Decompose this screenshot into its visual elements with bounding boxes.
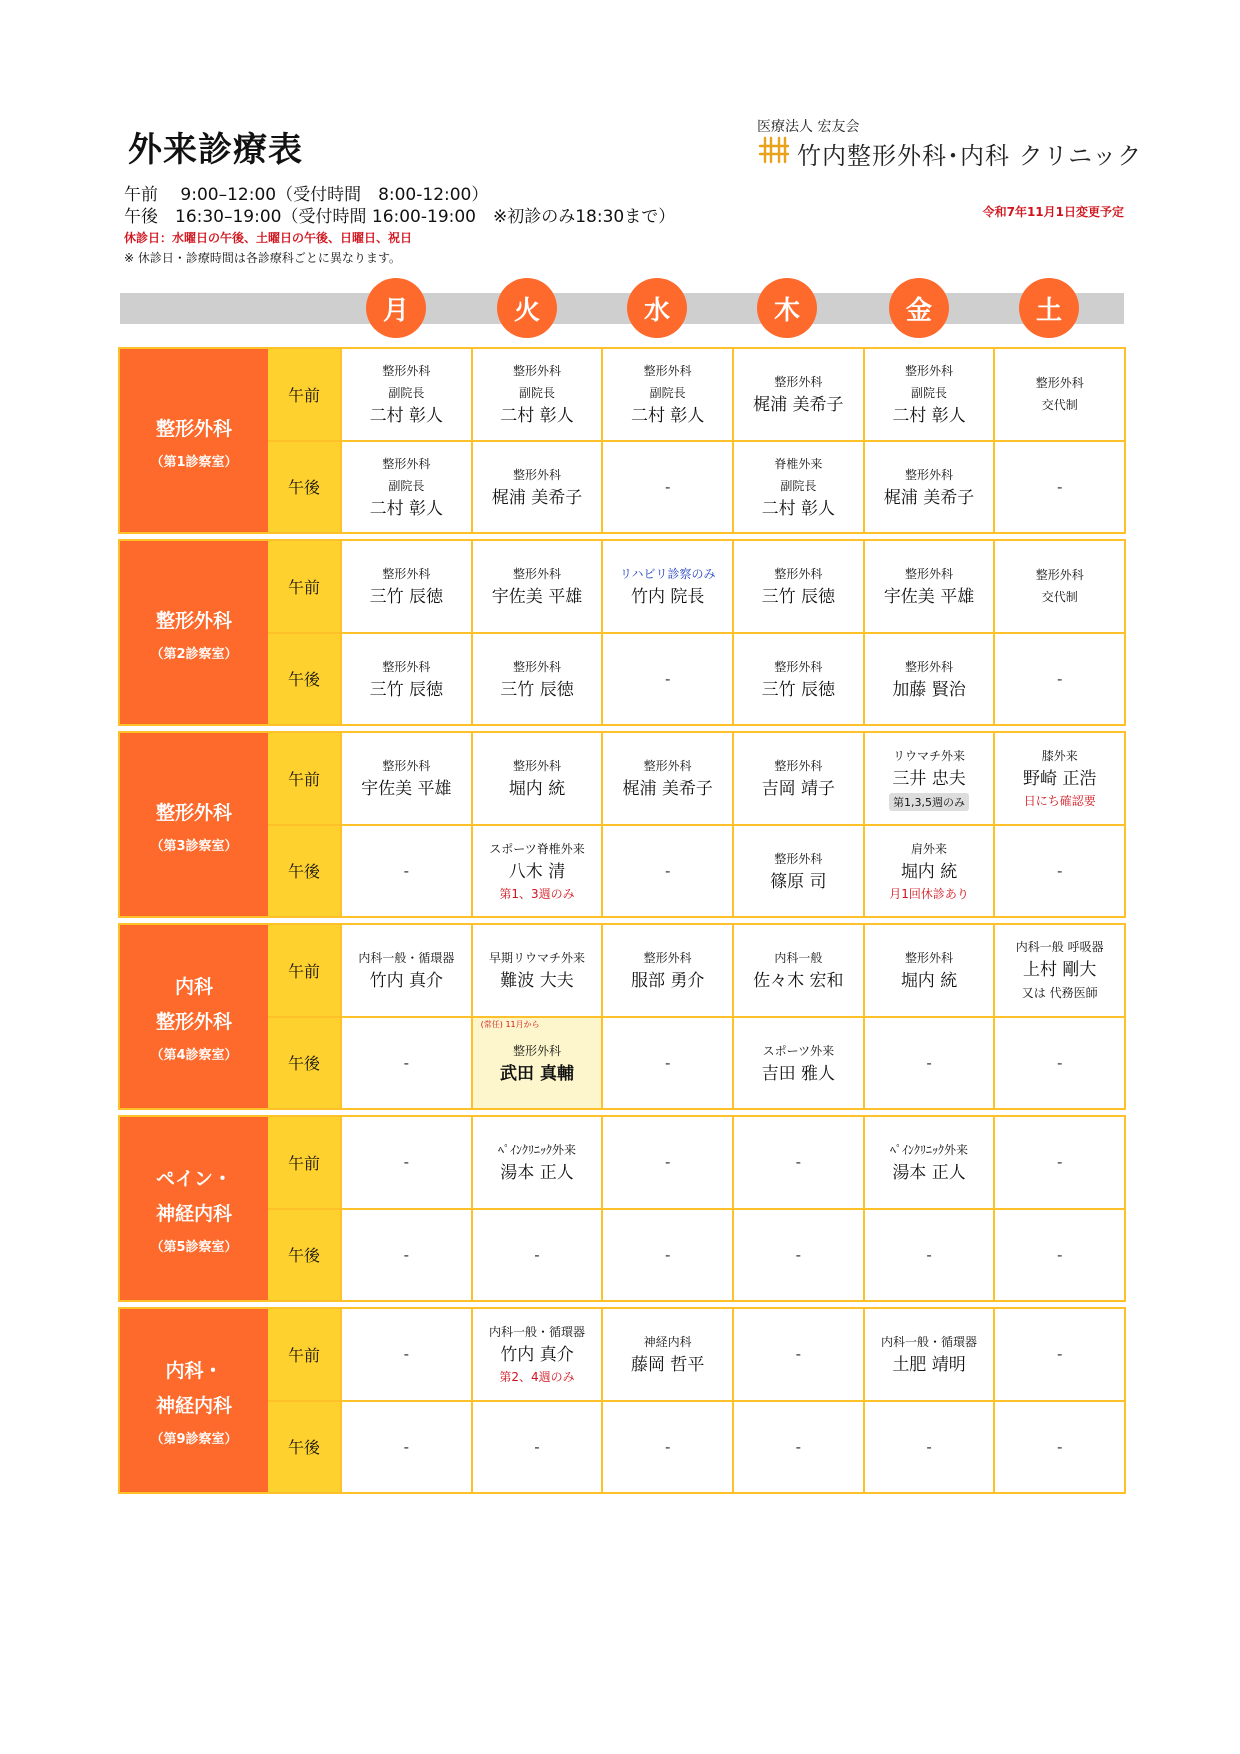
schedule-cell [601,733,732,824]
schedule-cell [601,541,732,632]
morning-row [268,349,1124,440]
empty-slot: - [403,1437,410,1456]
empty-slot: - [1056,669,1063,688]
day-tue: 火 [497,278,557,338]
period-label: 午後 [268,1210,340,1301]
cell-label: 整形外科 [1035,568,1084,583]
schedule-cell [732,541,863,632]
cell-label: 神経内科 [643,1335,692,1350]
doctor-name: 三井 忠夫 [892,769,966,790]
cell-label: 整形外科 [382,759,431,774]
schedule-cell [601,634,732,725]
schedule-cell [471,1402,602,1493]
cell-label: 副院長 [519,386,556,401]
cell-label: 交代制 [1041,590,1078,605]
cell-note: リハビリ診察のみ [619,567,716,582]
doctor-name: 宇佐美 平雄 [491,587,583,608]
schedule-cell [340,442,471,533]
period-label: 午前 [268,1309,340,1400]
cell-label: スポーツ外来 [762,1043,835,1058]
schedule-cell [993,442,1124,533]
cell-label: 副院長 [388,386,425,401]
cell-label: 整形外科 [905,567,954,582]
empty-slot: - [403,1053,410,1072]
cell-label: 又は 代務医師 [1021,986,1098,1001]
schedule-cell [340,733,471,824]
day-thu: 木 [757,278,817,338]
schedule-cell [863,925,994,1016]
cell-label: 整形外科 [905,951,954,966]
period-label: 午後 [268,442,340,533]
schedule-cell [993,733,1124,824]
schedule-cell [732,925,863,1016]
empty-slot: - [664,669,671,688]
department-block [118,347,1126,534]
schedule-cell [993,1117,1124,1208]
schedule-cell [601,442,732,533]
doctor-name: 竹内 院長 [630,587,705,608]
morning-hours: 午前 9:00–12:00（受付時間 8:00-12:00） [124,185,489,205]
morning-row [268,541,1124,632]
schedule-cell [732,1210,863,1301]
schedule-cell [732,634,863,725]
doctor-name: 二村 彰人 [630,406,705,427]
morning-row [268,1117,1124,1208]
department-name: 整形外科 [155,609,232,632]
morning-row [268,925,1124,1016]
schedule-cell [340,1309,471,1400]
schedule-cell [993,1402,1124,1493]
doctor-name: 竹内 真介 [500,1345,574,1366]
morning-row [268,733,1124,824]
schedule-cell [863,634,994,725]
department-block [118,923,1126,1110]
department-name: 整形外科 [155,417,232,440]
cell-label: 内科一般・循環器 [489,1325,586,1340]
schedule-cell [471,733,602,824]
department-name: 整形外科 [155,801,232,824]
doctor-name: 吉岡 靖子 [761,779,836,800]
doctor-name: 宇佐美 平雄 [883,587,975,608]
department-block [118,539,1126,726]
empty-slot: - [926,1437,932,1456]
corporation-name: 医療法人 宏友会 [757,119,860,135]
doctor-name: 野崎 正浩 [1022,769,1097,790]
schedule-cell [471,1018,602,1109]
department-block [118,1307,1126,1494]
cell-label: 内科一般・循環器 [358,951,455,966]
cell-label: 整形外科 [643,759,692,774]
schedule-cell [993,1018,1124,1109]
schedule-cell [993,925,1124,1016]
schedule-cell [471,1210,602,1301]
period-label: 午前 [268,733,340,824]
schedule-cell [601,1210,732,1301]
cell-note: 第1、3週のみ [499,886,575,901]
empty-slot: - [534,1437,540,1456]
schedule-cell [601,826,732,917]
doctor-name: 二村 彰人 [369,406,444,427]
doctor-name: 湯本 正人 [500,1163,574,1184]
empty-slot: - [795,1437,802,1456]
schedule-cell [601,925,732,1016]
schedule-cell [340,1117,471,1208]
empty-slot: - [534,1245,540,1264]
exam-room: （第9診察室） [150,1432,238,1447]
week-badge: 第1,3,5週のみ [889,793,969,811]
doctor-name: 八木 清 [508,861,566,882]
schedule-cell [601,1018,732,1109]
schedule-cell [601,1309,732,1400]
schedule-cell [732,1018,863,1109]
schedule-cell [863,733,994,824]
exam-room: （第2診察室） [150,646,238,662]
schedule-cell [471,925,602,1016]
cell-label: 整形外科 [513,364,562,379]
schedule-cell [993,1309,1124,1400]
doctor-name: 二村 彰人 [761,498,836,519]
doctor-name: 堀内 統 [900,861,958,882]
period-label: 午前 [268,1117,340,1208]
cell-note: 日にち確認要 [1023,794,1096,809]
schedule-cell [471,442,602,533]
cell-label: 副院長 [911,386,948,401]
cell-label: 整形外科 [774,759,823,774]
cell-label: 整形外科 [774,375,823,390]
department-label [120,925,268,1108]
afternoon-row [268,440,1124,533]
schedule-cell [340,1210,471,1301]
cell-label: 内科一般 [774,951,823,966]
afternoon-row [268,1208,1124,1301]
cell-label: 整形外科 [382,456,431,471]
department-label [120,1309,268,1492]
schedule-cell [471,541,602,632]
cell-label: 整形外科 [905,467,954,482]
empty-slot: - [664,1245,671,1264]
schedule-cell [863,1018,994,1109]
schedule-cell [863,1402,994,1493]
schedule-cell [601,1402,732,1493]
day-wed: 水 [627,278,687,338]
empty-slot: - [403,1245,410,1264]
schedule-cell [993,826,1124,917]
empty-slot: - [1056,1153,1063,1172]
period-label: 午前 [268,349,340,440]
cell-label: 整形外科 [513,1043,562,1058]
day-sat: 土 [1019,278,1079,338]
day-mon: 月 [366,278,426,338]
schedule-cell [993,349,1124,440]
cell-label: 整形外科 [774,851,823,866]
department-label [120,541,268,724]
empty-slot: - [795,1245,802,1264]
empty-slot: - [1056,1345,1063,1364]
doctor-name: 土肥 靖明 [892,1355,966,1376]
department-label [120,349,268,532]
doctor-name: 二村 彰人 [892,406,966,427]
doctor-name: 梶浦 美希子 [753,395,844,416]
cell-label: 副院長 [388,478,425,493]
cell-label: リウマチ外来 [893,749,966,764]
schedule-cell [863,1309,994,1400]
cell-label: 膝外来 [1041,749,1078,764]
cell-label: 整形外科 [513,567,562,582]
closed-days-notice: 休診日：水曜日の午後、土曜日の午後、日曜日、祝日 [124,231,413,245]
schedule-cell [601,1117,732,1208]
cell-label: 整形外科 [1035,376,1084,391]
doctor-name: 難波 大夫 [500,971,574,992]
schedule-cell [863,541,994,632]
doctor-name: 三竹 辰徳 [761,679,836,700]
cell-label: 整形外科 [513,759,562,774]
doctor-name: 服部 勇介 [630,971,705,992]
schedule-cell [471,1117,602,1208]
cell-label: 副院長 [649,386,686,401]
schedule-cell [601,349,732,440]
schedule-cell [340,541,471,632]
hours-note: ※ 休診日・診療時間は各診療科ごとに異なります。 [124,251,401,265]
schedule-cell [471,1309,602,1400]
doctor-name: 二村 彰人 [500,406,574,427]
schedule-cell [340,925,471,1016]
empty-slot: - [795,1345,802,1364]
afternoon-row [268,1400,1124,1493]
cell-label: 整形外科 [774,659,823,674]
cell-label: 整形外科 [382,659,431,674]
cell-label: 整形外科 [643,951,692,966]
doctor-name: 堀内 統 [508,779,566,800]
afternoon-row [268,1016,1124,1109]
schedule-cell [340,634,471,725]
schedule-cell [732,349,863,440]
empty-slot: - [664,477,671,496]
empty-slot: - [795,1153,802,1172]
schedule-cell [863,1210,994,1301]
empty-slot: - [926,1245,932,1264]
schedule-cell [732,1117,863,1208]
cell-label: 整形外科 [513,659,562,674]
doctor-name: 宇佐美 平雄 [361,779,452,800]
cell-note: 第2、4週のみ [499,1370,575,1385]
empty-slot: - [403,1153,410,1172]
exam-room: （第1診察室） [150,454,238,470]
doctor-name: 武田 真輔 [500,1063,574,1084]
empty-slot: - [1056,1053,1063,1072]
period-label: 午後 [268,826,340,917]
doctor-name: 上村 剛大 [1022,960,1097,981]
doctor-name: 梶浦 美希子 [491,487,583,508]
doctor-name: 佐々木 宏和 [753,971,844,992]
cell-label: 副院長 [780,478,817,493]
cell-label: 整形外科 [905,659,954,674]
cell-label: 内科一般 呼吸器 [1015,940,1104,955]
schedule-cell [993,541,1124,632]
afternoon-row [268,824,1124,917]
empty-slot: - [1056,861,1063,880]
schedule-table [118,347,1126,1499]
empty-slot: - [664,1437,671,1456]
doctor-name: 梶浦 美希子 [883,487,975,508]
exam-room: （第5診察室） [150,1240,238,1255]
schedule-cell [732,1309,863,1400]
cell-label: スポーツ脊椎外来 [489,841,585,856]
cell-label: 交代制 [1041,398,1078,413]
empty-slot: - [664,861,671,880]
empty-slot: - [664,1153,671,1172]
schedule-cell [863,826,994,917]
schedule-cell [732,1402,863,1493]
schedule-cell [863,349,994,440]
schedule-cell [732,733,863,824]
doctor-name: 湯本 正人 [892,1163,966,1184]
period-label: 午前 [268,925,340,1016]
weekday-header-bar [120,293,1124,324]
doctor-name: 梶浦 美希子 [622,779,713,800]
department-name: 神経内科 [155,1203,232,1225]
doctor-name: 三竹 辰徳 [500,679,574,700]
empty-slot: - [1056,1437,1063,1456]
empty-slot: - [664,1053,671,1072]
exam-room: （第4診察室） [150,1048,238,1063]
cell-label: 整形外科 [382,364,431,379]
clinic-name: 竹内整形外科･内科 クリニック [797,142,1143,170]
doctor-name: 吉田 雅人 [761,1063,836,1084]
schedule-cell [993,634,1124,725]
cell-label: ﾍﾟｲﾝｸﾘﾆｯｸ外来 [890,1143,969,1158]
schedule-cell [340,826,471,917]
doctor-name: 二村 彰人 [369,498,444,519]
doctor-name: 三竹 辰徳 [369,679,444,700]
department-name: 内科・ [165,1360,223,1382]
schedule-cell [732,442,863,533]
cell-label: 整形外科 [382,567,431,582]
empty-slot: - [403,861,410,880]
cell-label: 脊椎外来 [774,456,823,471]
cell-label: 早期リウマチ外来 [489,951,586,966]
department-name: 神経内科 [155,1395,232,1417]
day-fri: 金 [889,278,949,338]
morning-row [268,1309,1124,1400]
empty-slot: - [403,1345,410,1364]
cell-label: 肩外来 [911,841,948,856]
doctor-name: 三竹 辰徳 [369,587,444,608]
cell-label: 整形外科 [513,467,562,482]
doctor-name: 竹内 真介 [369,971,444,992]
cell-top-note: (常任) 11月から [480,1019,540,1029]
period-label: 午後 [268,1018,340,1109]
department-label [120,733,268,916]
empty-slot: - [926,1053,932,1072]
department-block [118,731,1126,918]
department-block [118,1115,1126,1302]
schedule-cell [993,1210,1124,1301]
afternoon-row [268,632,1124,725]
period-label: 午後 [268,634,340,725]
doctor-name: 篠原 司 [770,871,827,892]
cell-label: ﾍﾟｲﾝｸﾘﾆｯｸ外来 [498,1143,577,1158]
department-label [120,1117,268,1300]
department-name: 内科 [174,976,213,998]
schedule-cell [471,826,602,917]
period-label: 午後 [268,1402,340,1493]
doctor-name: 堀内 統 [900,971,958,992]
afternoon-hours: 午後 16:30–19:00（受付時間 16:00-19:00 ※初診のみ18:30まで） [124,207,676,227]
cell-label: 整形外科 [905,364,954,379]
clinic-logo-mark-icon [757,136,791,164]
doctor-name: 三竹 辰徳 [761,587,836,608]
empty-slot: - [1056,1245,1063,1264]
cell-label: 整形外科 [643,364,692,379]
cell-note: 月1回休診あり [889,886,969,901]
page-title: 外来診療表 [128,130,303,170]
schedule-cell [471,634,602,725]
cell-label: 整形外科 [774,567,823,582]
doctor-name: 加藤 賢治 [892,679,966,700]
schedule-cell [471,349,602,440]
schedule-cell [340,1018,471,1109]
doctor-name: 藤岡 哲平 [630,1355,705,1376]
clinic-logo [757,116,1143,170]
schedule-cell [863,442,994,533]
cell-label: 内科一般・循環器 [881,1335,978,1350]
department-name: 整形外科 [155,1011,232,1033]
empty-slot: - [1056,477,1063,496]
exam-room: （第3診察室） [150,838,238,854]
schedule-cell [732,826,863,917]
department-name: ペイン・ [155,1168,232,1190]
schedule-cell [863,1117,994,1208]
schedule-cell [340,349,471,440]
schedule-cell [340,1402,471,1493]
period-label: 午前 [268,541,340,632]
change-notice: 令和7年11月1日変更予定 [982,205,1124,219]
